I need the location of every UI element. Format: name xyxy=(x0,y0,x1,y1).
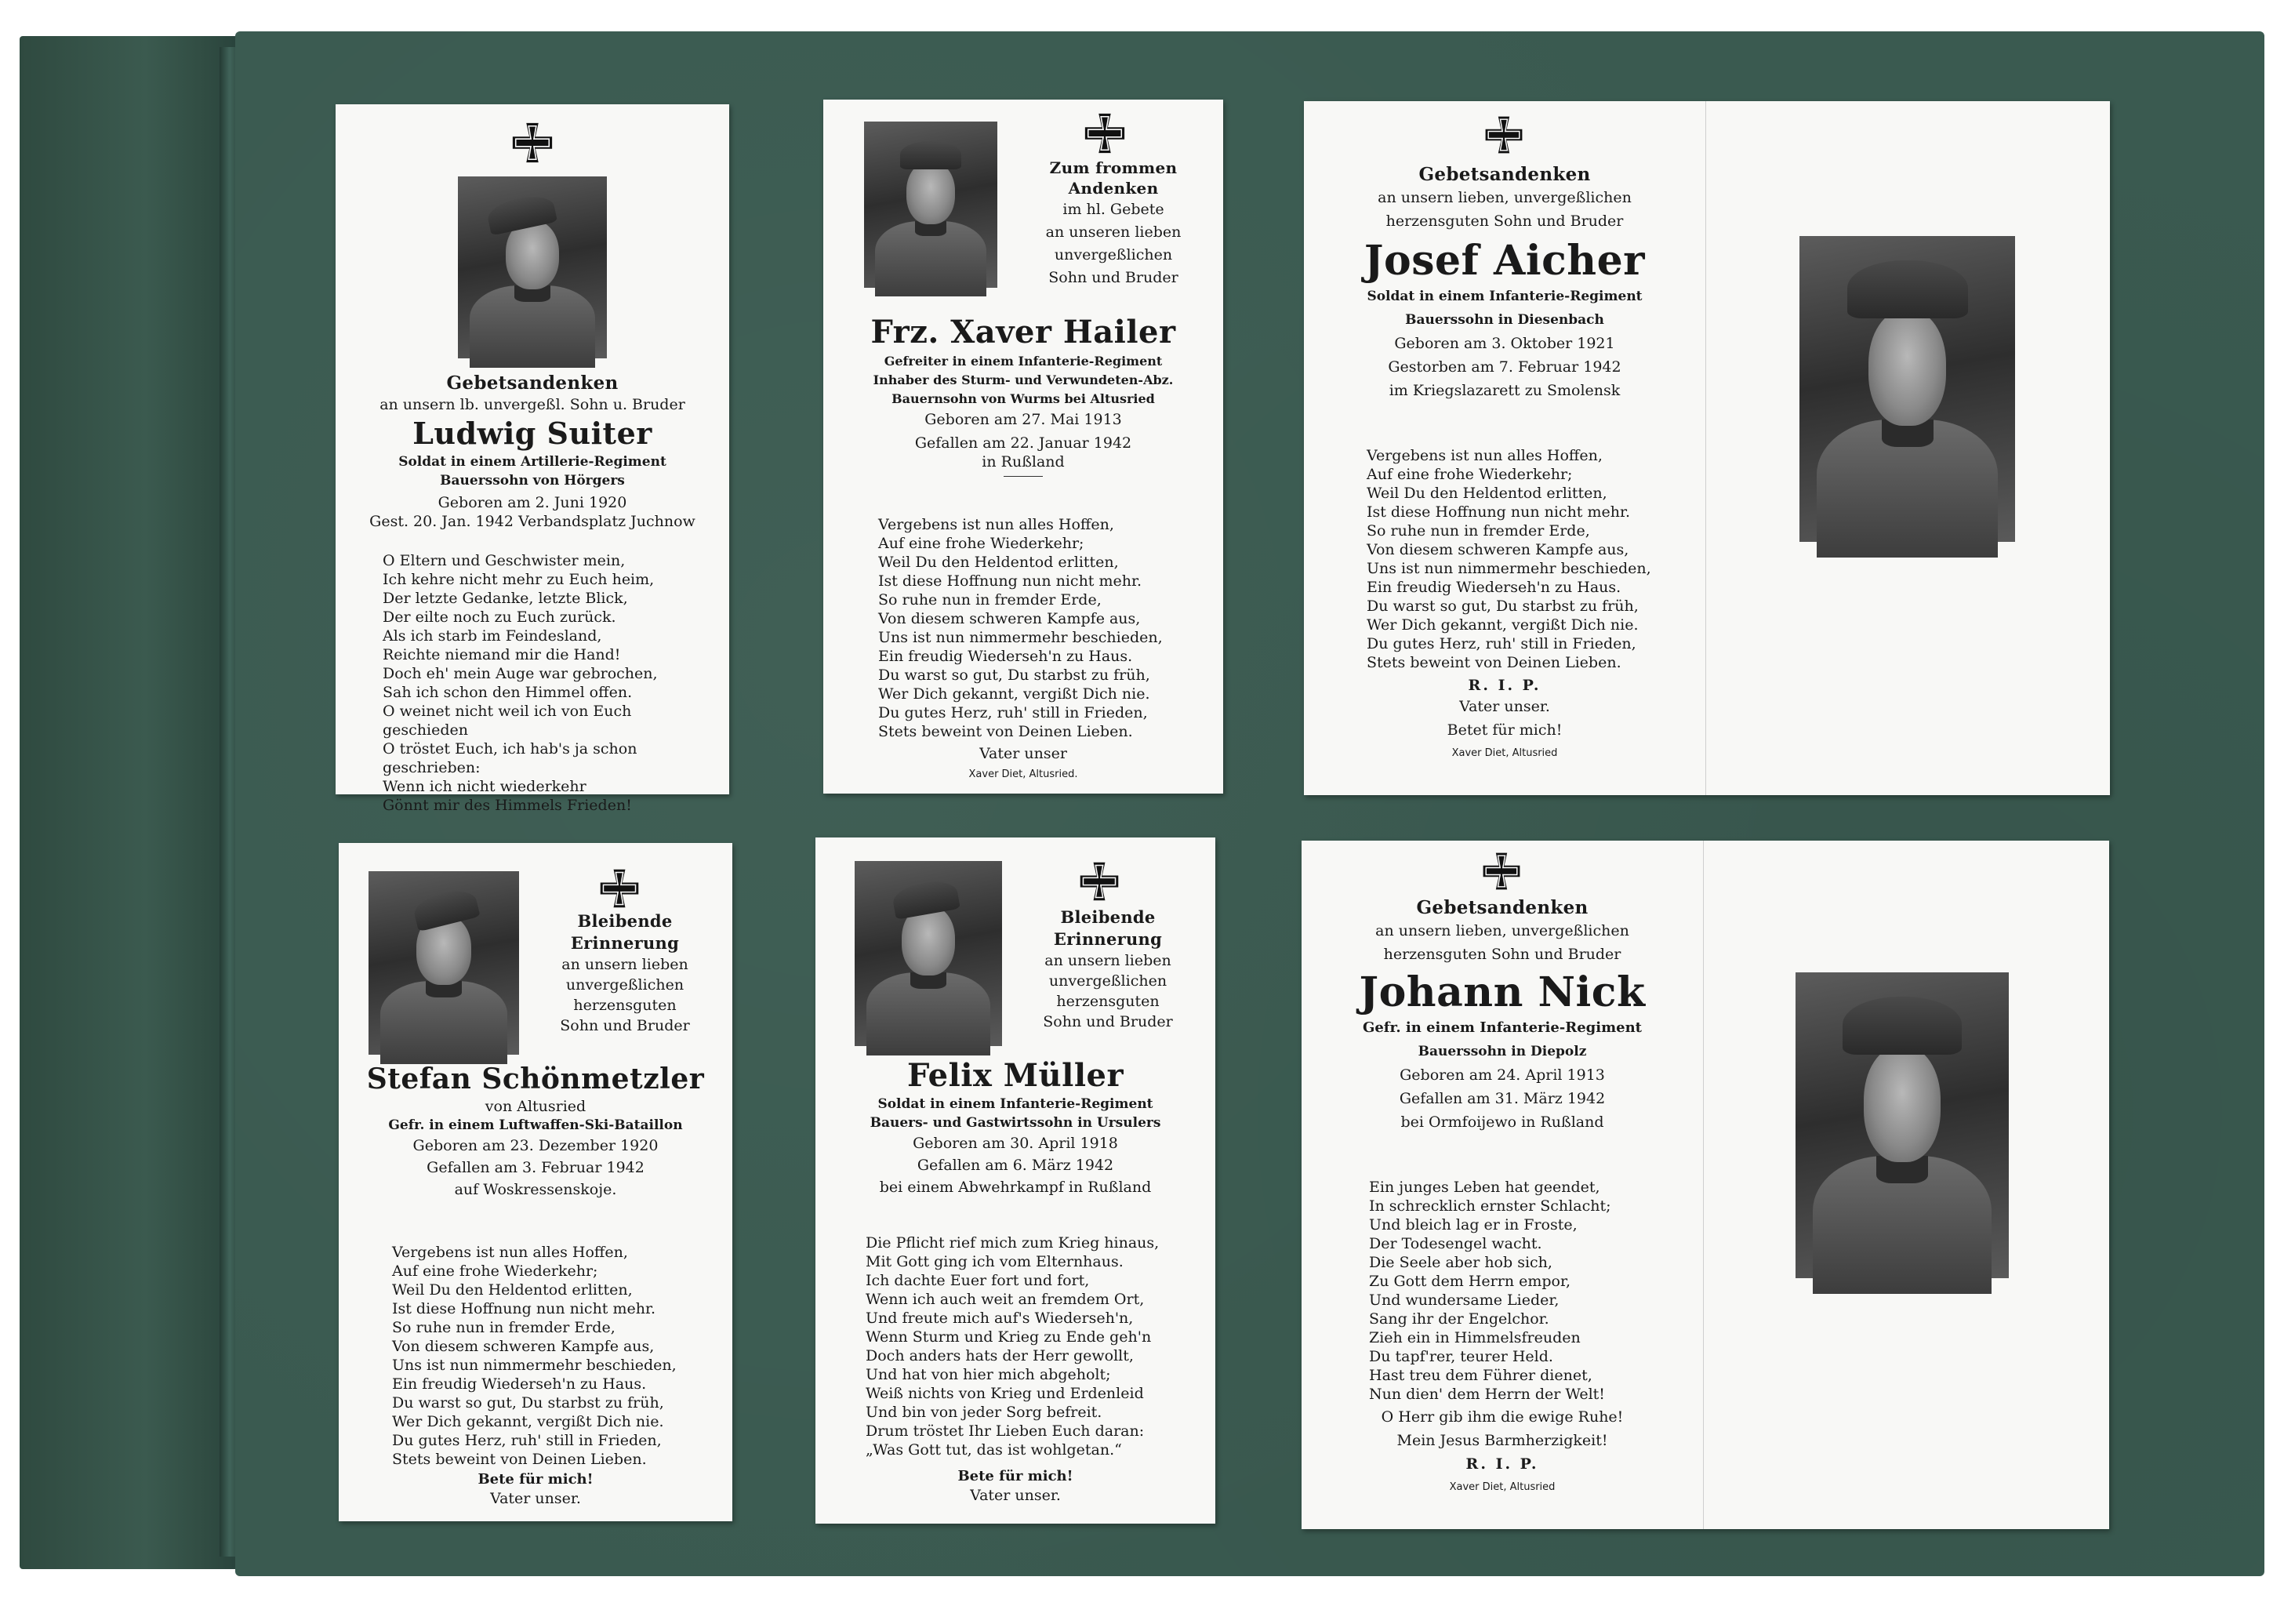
portrait-photo xyxy=(458,176,607,358)
origin: Bauernsohn von Wurms bei Altusried xyxy=(891,391,1155,406)
death-place: im Kriegslazarett zu Smolensk xyxy=(1389,382,1621,399)
poem: Die Pflicht rief mich zum Krieg hinaus, Mit Gott ging ich vom Elternhaus. Ich dachte Euer fort und fort, Wenn ich auch weit an fremdem Ort, Und freute mich auf's Wiederseh'n, Wenn Sturm und Krieg zu Ende geh'n Doch anders hats der Herr gewollt, Und hat von hier mich abgeholt; Weiß nichts von Krieg und Erdenleid Und bin von jeder Sorg befreit. Drum tröstet Ihr Lieben Euch daran: „Was Gott tut, das ist wohlgetan.“ xyxy=(866,1234,1160,1459)
iron-cross-icon xyxy=(510,120,555,165)
iron-cross-icon xyxy=(597,866,641,910)
death-place: in Rußland xyxy=(982,453,1065,470)
printer-credit: Xaver Diet, Altusried xyxy=(1451,747,1558,759)
death-date: Gefallen am 6. März 1942 xyxy=(917,1157,1114,1174)
birth-date: Geboren am 24. April 1913 xyxy=(1400,1066,1605,1084)
printer-credit: Xaver Diet, Altusried. xyxy=(968,768,1078,780)
origin: Bauers- und Gastwirtssohn in Ursulers xyxy=(870,1115,1161,1131)
card-johann-nick xyxy=(1302,841,2109,1529)
birth-date: Geboren am 27. Mai 1913 xyxy=(924,411,1122,428)
card-stefan-schoenmetzler xyxy=(339,843,732,1521)
closing-invocation: Mein Jesus Barmherzigkeit! xyxy=(1396,1432,1608,1449)
origin: Bauerssohn von Hörgers xyxy=(440,473,625,489)
origin: Bauerssohn in Diesenbach xyxy=(1405,312,1604,328)
card-josef-aicher xyxy=(1304,101,2110,795)
deceased-name: Josef Aicher xyxy=(1364,237,1646,285)
closing-request: Bete für mich! xyxy=(477,1471,594,1488)
card-ludwig-suiter xyxy=(336,104,729,814)
dedication-line: an unsern lb. unvergeßl. Sohn u. Bruder xyxy=(379,396,685,413)
deceased-name: Johann Nick xyxy=(1359,968,1646,1016)
deceased-name: Ludwig Suiter xyxy=(412,416,652,451)
closing-prayer: Vater unser xyxy=(979,745,1067,762)
birth-date: Geboren am 23. Dezember 1920 xyxy=(412,1137,659,1154)
card-xaver-hailer xyxy=(823,100,1223,794)
dedication: Bleibende Erinnerung an unsern lieben unvergeßlichen herzensguten Sohn und Bruder xyxy=(1043,907,1173,1030)
card-felix-mueller xyxy=(815,837,1215,1524)
iron-cross-icon xyxy=(1483,114,1525,156)
iron-cross-icon xyxy=(1077,859,1121,903)
deceased-name: Stefan Schönmetzler xyxy=(366,1063,705,1095)
closing-request: Bete für mich! xyxy=(957,1468,1073,1484)
closing-prayer: Vater unser. xyxy=(490,1490,581,1507)
closing-request: Betet für mich! xyxy=(1447,721,1563,739)
divider-rule xyxy=(1004,476,1043,477)
poem: Ein junges Leben hat geendet, In schrecklich ernster Schlacht; Und bleich lag er in Froste, Der Todesengel wacht. Die Seele aber hob sich, Zu Gott dem Herrn empor, Und wundersame Lieder, Sang ihr der Engelchor. Zieh ein in Himmelsfreuden Du tapf'rer, teurer Held. Hast treu dem Führer dienet, Nun dien' dem Herrn der Welt! xyxy=(1369,1179,1611,1403)
closing-prayer: Vater unser. xyxy=(970,1487,1061,1504)
rank-unit: Gefr. in einem Luftwaffen-Ski-Bataillon xyxy=(388,1117,683,1133)
rank-unit: Soldat in einem Infanterie-Regiment xyxy=(877,1096,1153,1112)
deceased-name: Frz. Xaver Hailer xyxy=(870,314,1176,351)
dedication-line: an unsern lieben, unvergeßlichen xyxy=(1378,189,1632,206)
poem: Vergebens ist nun alles Hoffen, Auf eine frohe Wiederkehr; Weil Du den Heldentod erlitten, Ist diese Hoffnung nun nicht mehr. So ruhe nun in fremder Erde, Von diesem schweren Kampfe aus, Uns ist nun nimmermehr beschieden, Ein freudig Wiederseh'n zu Haus. Du warst so gut, Du starbst zu früh, Wer Dich gekannt, vergißt Dich nie. Du gutes Herz, ruh' still in Frieden, Stets beweint von Deinen Lieben. xyxy=(392,1244,677,1468)
rip-text: R. I. P. xyxy=(1468,677,1541,694)
dedication-line: an unsern lieben, unvergeßlichen xyxy=(1375,922,1629,939)
closing-prayer: O Herr gib ihm die ewige Ruhe! xyxy=(1381,1408,1624,1426)
origin: Bauerssohn in Diepolz xyxy=(1418,1044,1587,1059)
birth-date: Geboren am 3. Oktober 1921 xyxy=(1394,335,1615,352)
birth-date: Geboren am 2. Juni 1920 xyxy=(438,494,627,511)
birth-date: Geboren am 30. April 1918 xyxy=(913,1135,1118,1152)
card-heading: Gebetsandenken xyxy=(446,372,619,394)
poem: Vergebens ist nun alles Hoffen, Auf eine frohe Wiederkehr; Weil Du den Heldentod erlitten, Ist diese Hoffnung nun nicht mehr. So ruhe nun in fremder Erde, Von diesem schweren Kampfe aus, Uns ist nun nimmermehr beschieden, Ein freudig Wiederseh'n zu Haus. Du warst so gut, Du starbst zu früh, Wer Dich gekannt, vergißt Dich nie. Du gutes Herz, ruh' still in Frieden, Stets beweint von Deinen Lieben. xyxy=(1367,447,1651,671)
portrait-photo xyxy=(855,861,1002,1046)
dedication: Zum frommen Andenken im hl. Gebete an unseren lieben unvergeßlichen Sohn und Bruder xyxy=(1045,158,1182,286)
fold-line xyxy=(1703,841,1704,1529)
rank-unit: Gefr. in einem Infanterie-Regiment xyxy=(1362,1019,1642,1036)
hometown: von Altusried xyxy=(485,1098,586,1115)
decoration: Inhaber des Sturm- und Verwundeten-Abz. xyxy=(873,372,1174,387)
album-spine xyxy=(20,36,249,1569)
death-date: Gefallen am 3. Februar 1942 xyxy=(427,1159,645,1176)
iron-cross-icon xyxy=(1480,850,1523,892)
deceased-name: Felix Müller xyxy=(906,1057,1124,1094)
death-date: Gefallen am 31. März 1942 xyxy=(1399,1090,1606,1107)
poem: Vergebens ist nun alles Hoffen, Auf eine frohe Wiederkehr; Weil Du den Heldentod erlitten, Ist diese Hoffnung nun nicht mehr. So ruhe nun in fremder Erde, Von diesem schweren Kampfe aus, Uns ist nun nimmermehr beschieden, Ein freudig Wiederseh'n zu Haus. Du warst so gut, Du starbst zu früh, Wer Dich gekannt, vergißt Dich nie. Du gutes Herz, ruh' still in Frieden, Stets beweint von Deinen Lieben. xyxy=(878,516,1163,740)
death-date: Gefallen am 22. Januar 1942 xyxy=(914,434,1132,452)
portrait-photo xyxy=(1799,236,2015,542)
rip-text: R. I. P. xyxy=(1465,1455,1539,1473)
death-place: bei einem Abwehrkampf in Rußland xyxy=(879,1179,1152,1196)
death-date: Gestorben am 7. Februar 1942 xyxy=(1388,358,1621,376)
dedication: Bleibende Erinnerung an unsern lieben unvergeßlichen herzensguten Sohn und Bruder xyxy=(560,911,690,1034)
death-date: Gest. 20. Jan. 1942 Verbandsplatz Juchnow xyxy=(369,513,695,530)
dedication-line-2: herzensguten Sohn und Bruder xyxy=(1385,213,1624,230)
closing-prayer: Vater unser. xyxy=(1459,698,1550,715)
poem: O Eltern und Geschwister mein, Ich kehre nicht mehr zu Euch heim, Der letzte Gedanke, letzte Blick, Der eilte noch zu Euch zurück. Als ich starb im Feindesland, Reichte niemand mir die Hand! Doch eh' mein Auge war gebrochen, Sah ich schon den Himmel offen. O weinet nicht weil ich von Euch geschieden O tröstet Euch, ich hab's ja schon geschrieben: Wenn ich nicht wiederkehr Gönnt mir des Himmels Frieden! xyxy=(383,552,658,814)
portrait-photo xyxy=(369,871,519,1055)
fold-line xyxy=(1705,101,1706,795)
card-heading: Gebetsandenken xyxy=(1416,897,1589,918)
rank-unit: Gefreiter in einem Infanterie-Regiment xyxy=(884,354,1163,369)
rank-unit: Soldat in einem Artillerie-Regiment xyxy=(398,454,666,470)
card-heading: Gebetsandenken xyxy=(1418,164,1591,185)
portrait-photo xyxy=(1796,972,2009,1278)
printer-credit: Xaver Diet, Altusried xyxy=(1449,1481,1556,1493)
iron-cross-icon xyxy=(1082,111,1127,156)
death-place: bei Ormfoijewo in Rußland xyxy=(1400,1114,1604,1131)
portrait-photo xyxy=(864,122,997,288)
death-place: auf Woskressenskoje. xyxy=(454,1181,617,1198)
dedication-line-2: herzensguten Sohn und Bruder xyxy=(1383,946,1621,963)
rank-unit: Soldat in einem Infanterie-Regiment xyxy=(1367,289,1643,304)
